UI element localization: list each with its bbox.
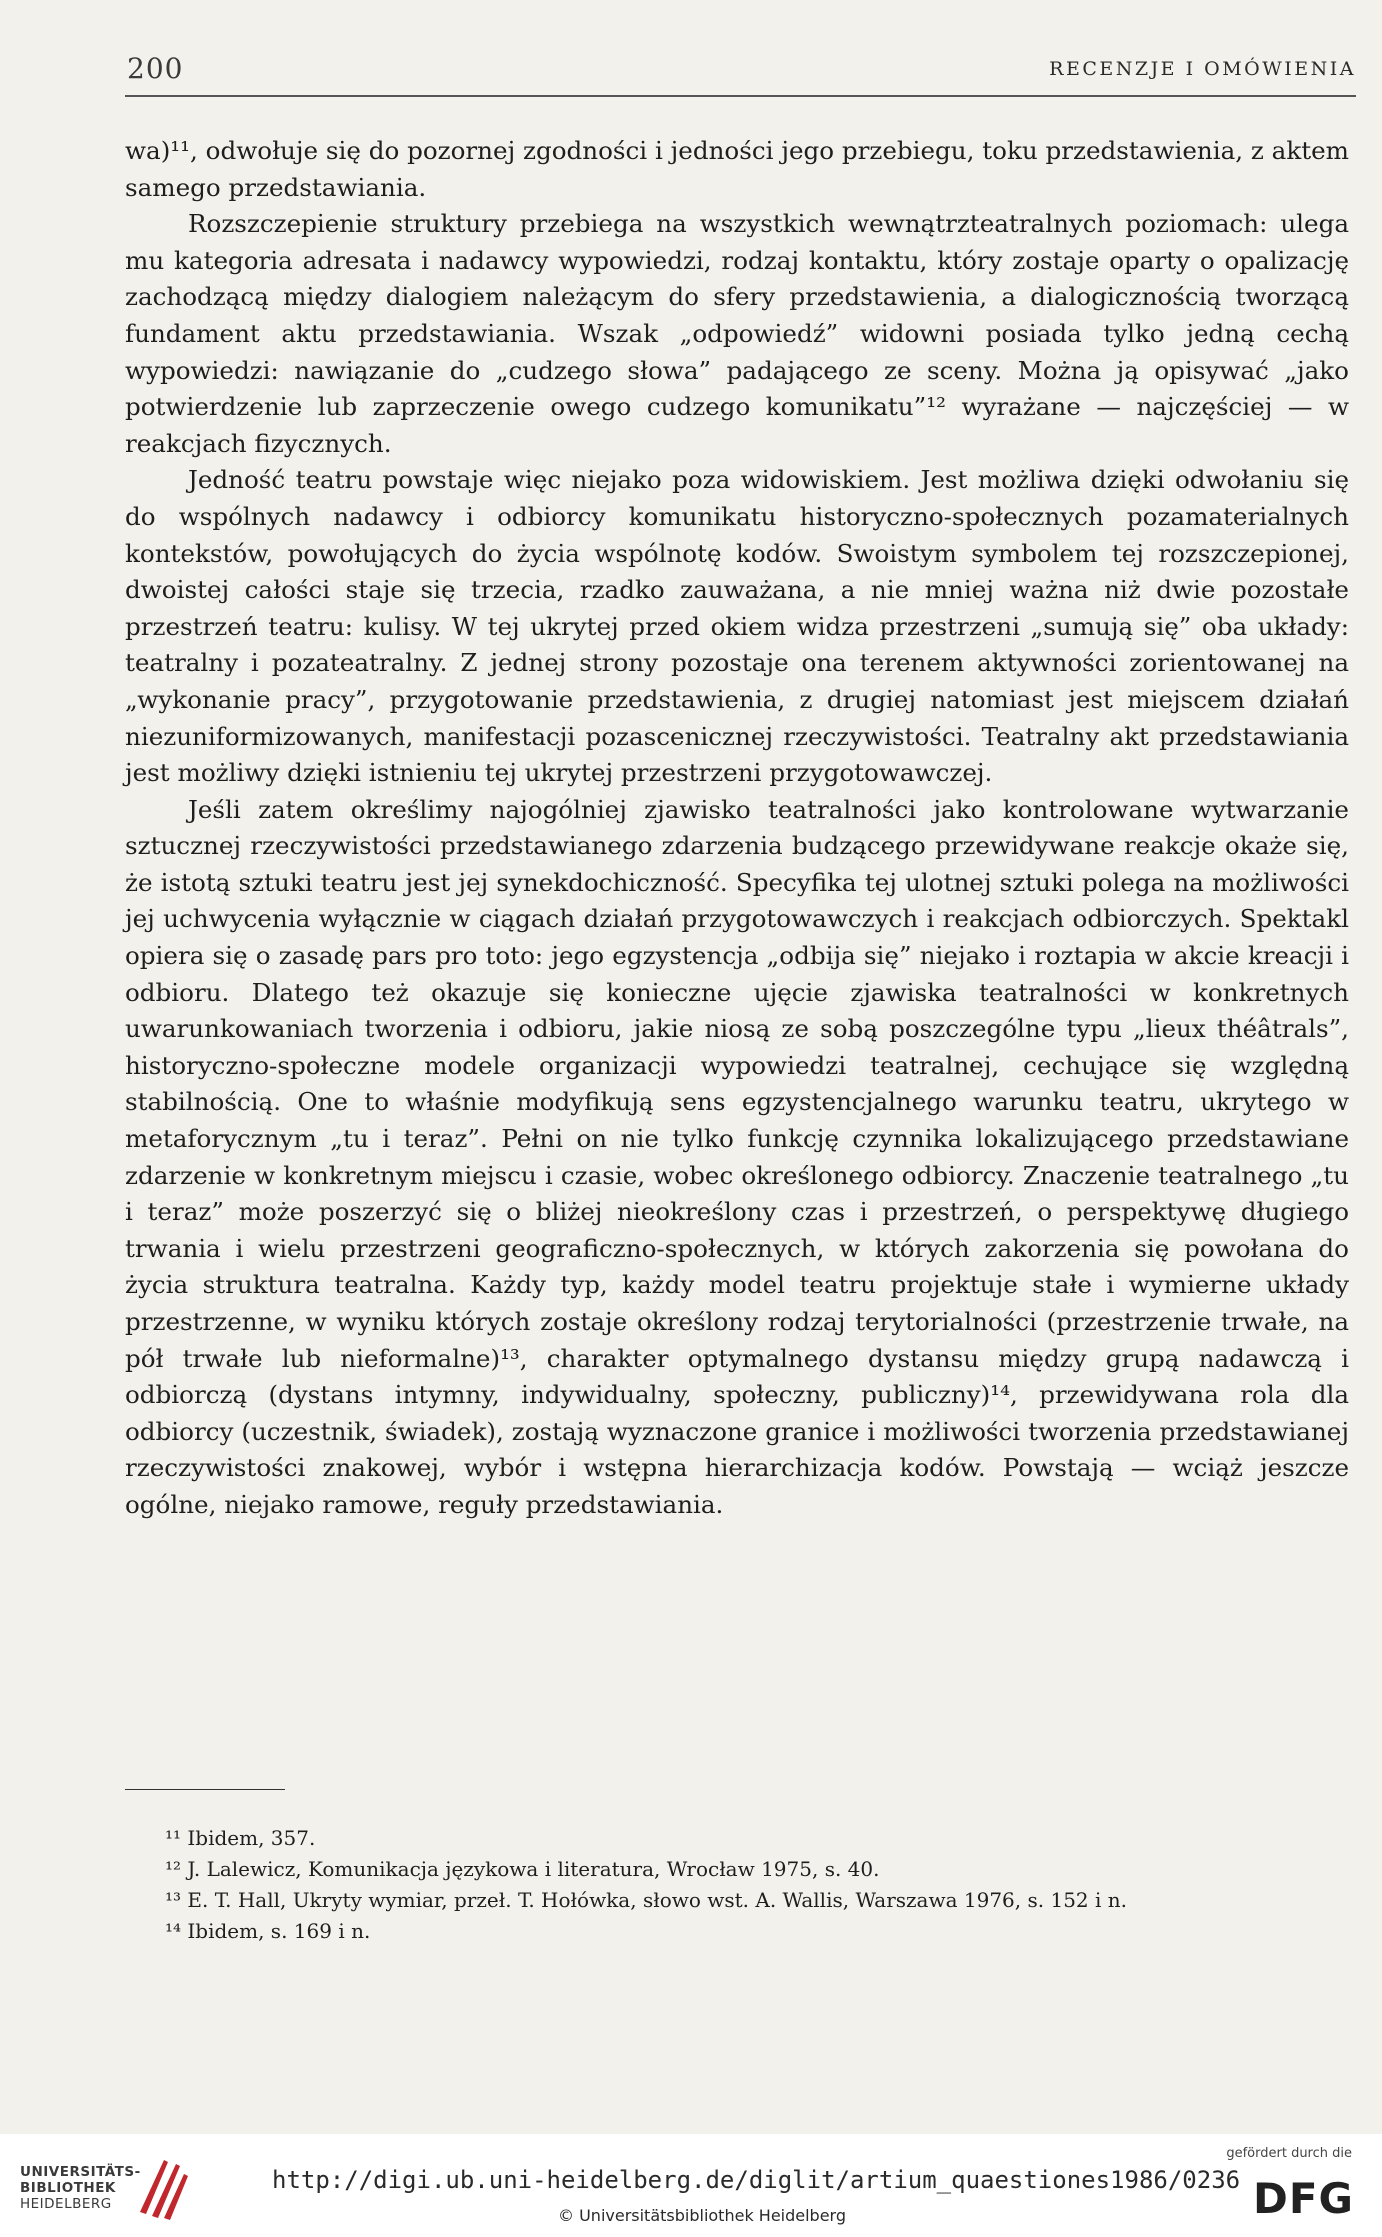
- footnote-rule: [125, 1789, 285, 1790]
- running-title: RECENZJE I OMÓWIENIA: [1049, 58, 1356, 80]
- footnote-11: ¹¹ Ibidem, 357.: [165, 1826, 316, 1850]
- paragraph-3: Jedność teatru powstaje więc niejako poza widowiskiem. Jest możliwa dzięki odwołaniu się do wspólnych nadawcy i odbiorcy komunikatu historyczno-społecznych pozamaterialnych kontekstów, powołujących do życia wspólnotę kodów. Swoistym symbolem tej rozszczepionej, dwoistej całości staje się trzecia, rzadko zauważana, a nie mniej ważna niż dwie pozostałe przestrzeń teatru: kulisy. W tej ukrytej przed okiem widza przestrzeni „sumują się” oba układy: teatralny i pozateatralny. Z jednej strony pozostaje ona terenem aktywności zorientowanej na „wykonanie pracy”, przygotowanie przedstawienia, z drugiej natomiast jest miejscem działań niezuniformizowanych, manifestacji pozascenicznej rzeczywistości. Teatralny akt przedstawiania jest możliwy dzięki istnieniu tej ukrytej przestrzeni przygotowawczej.: [125, 465, 1349, 788]
- digitization-footer: [0, 2134, 1382, 2237]
- paragraph-1: wa)¹¹, odwołuje się do pozornej zgodności i jedności jego przebiegu, toku przedstawienia, z aktem samego przedstawiania.: [125, 136, 1350, 202]
- copyright-notice: © Universitätsbibliothek Heidelberg: [558, 2206, 847, 2225]
- permalink-url[interactable]: http://digi.ub.uni-heidelberg.de/diglit/artium_quaestiones1986/0236: [272, 2166, 1241, 2194]
- paragraph-2: Rozszczepienie struktury przebiega na wszystkich wewnątrzteatralnych poziomach: ulega mu kategoria adresata i nadawcy wypowiedzi, rodzaj kontaktu, który zostaje oparty o opalizację zachodzącą między dialogiem należącym do sfery przedstawienia, a dialogicznością tworzącą fundament aktu przedstawiania. Wszak „odpowiedź” widowni posiada tylko jedną cechą wypowiedzi: nawiązanie do „cudzego słowa” padającego ze sceny. Można ją opisywać „jako potwierdzenie lub zaprzeczenie owego cudzego komunikatu”¹² wyrażane — najczęściej — w reakcjach fizycznych.: [125, 209, 1349, 458]
- library-line-1: UNIVERSITÄTS-: [20, 2164, 141, 2180]
- footnote-14: ¹⁴ Ibidem, s. 169 i n.: [165, 1919, 371, 1943]
- footnotes: [125, 1823, 1349, 1947]
- header-rule: [125, 95, 1356, 97]
- funding-note: gefördert durch die: [1226, 2146, 1352, 2161]
- footnote-13: ¹³ E. T. Hall, Ukryty wymiar, przeł. T. Hołówka, słowo wst. A. Wallis, Warszawa 1976, s. 152 i n.: [165, 1888, 1127, 1912]
- library-name: [20, 2164, 141, 2212]
- body-text: [125, 133, 1349, 1524]
- paragraph-4: Jeśli zatem określimy najogólniej zjawisko teatralności jako kontrolowane wytwarzanie sztucznej rzeczywistości przedstawianego zdarzenia budzącego przewidywane reakcje okaże się, że istotą sztuki teatru jest jej synekdochiczność. Specyfika tej ulotnej sztuki polega na możliwości jej uchwycenia wyłącznie w ciągach działań przygotowawczych i reakcjach odbiorczych. Spektakl opiera się o zasadę pars pro toto: jego egzystencja „odbija się” niejako i roztapia w akcie kreacji i odbioru. Dlatego też okazuje się konieczne ujęcie zjawiska teatralności w konkretnych uwarunkowaniach tworzenia i odbioru, jakie niosą ze sobą poszczególne typu „lieux théâtrals”, historyczno-społeczne modele organizacji wypowiedzi teatralnej, cechujące się względną stabilnością. One to właśnie modyfikują sens egzystencjalnego warunku teatru, ukrytego w metaforycznym „tu i teraz”. Pełni on nie tylko funkcję czynnika lokalizującego przedstawiane zdarzenie w konkretnym miejscu i czasie, wobec określonego odbiorcy. Znaczenie teatralnego „tu i teraz” może poszerzyć się o bliżej nieokreślony czas i przestrzeń, o perspektywę długiego trwania i wielu przestrzeni geograficzno-społecznych, w których zakorzenia się powołana do życia struktura teatralna. Każdy typ, każdy model teatru projektuje stałe i wymierne układy przestrzenne, w wyniku których zostaje określony rodzaj terytorialności (przestrzenie trwałe, na pół trwałe lub nieformalne)¹³, charakter optymalnego dystansu między grupą nadawczą i odbiorczą (dystans intymny, indywidualny, społeczny, publiczny)¹⁴, przewidywana rola dla odbiorcy (uczestnik, świadek), zostają wyznaczone granice i możliwości tworzenia przedstawianej rzeczywistości znakowej, wybór i wstępna hierarchizacja kodów. Powstają — wciąż jeszcze ogólne, niejako ramowe, reguły przedstawiania.: [125, 794, 1349, 1519]
- library-line-2: BIBLIOTHEK: [20, 2180, 116, 2196]
- library-logo-icon: [134, 2152, 190, 2222]
- footnote-12: ¹² J. Lalewicz, Komunikacja językowa i literatura, Wrocław 1975, s. 40.: [165, 1857, 880, 1881]
- dfg-logo: DFG: [1252, 2174, 1354, 2223]
- page-number: 200: [127, 52, 184, 85]
- library-line-3: HEIDELBERG: [20, 2196, 112, 2212]
